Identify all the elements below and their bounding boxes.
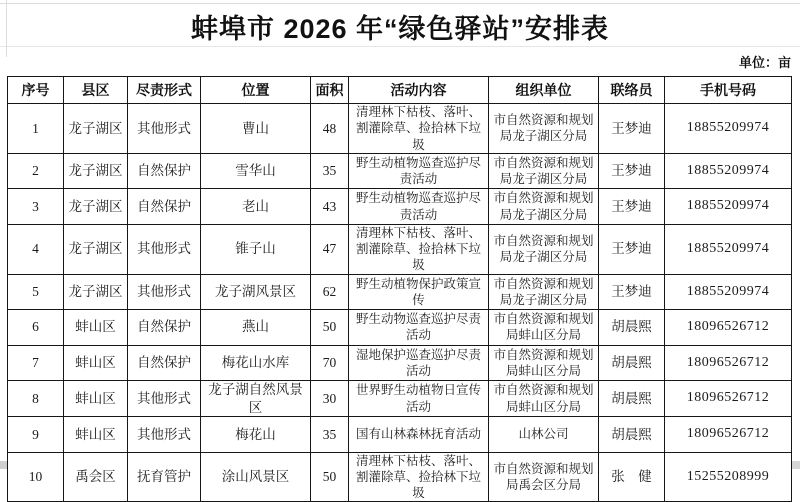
table-cell: 市自然资源和规划局蚌山区分局 [489,345,599,381]
table-cell: 62 [311,274,349,310]
table-cell: 清理林下枯枝、落叶、割灌除草、捡拾林下垃圾 [349,452,489,502]
table-cell: 龙子湖自然风景区 [201,381,311,417]
table-row [8,310,792,346]
table-cell: 18096526712 [665,417,792,453]
column-header: 面积 [311,77,349,104]
table-cell: 曹山 [201,104,311,154]
column-header: 位置 [201,77,311,104]
table-cell: 18096526712 [665,381,792,417]
table-cell: 7 [8,345,64,381]
table-row [8,452,792,502]
table-cell: 市自然资源和规划局龙子湖区分局 [489,189,599,225]
column-header: 联络员 [599,77,665,104]
table-cell: 5 [8,274,64,310]
table-cell: 10 [8,452,64,502]
table-cell: 锥子山 [201,224,311,274]
schedule-table [7,76,792,502]
table-cell: 张 健 [599,452,665,502]
table-cell: 龙子湖区 [64,224,128,274]
gridline-top [0,3,800,4]
table-cell: 4 [8,224,64,274]
table-cell: 蚌山区 [64,381,128,417]
table-cell: 其他形式 [128,274,201,310]
table-cell: 35 [311,417,349,453]
unit-note: 单位：亩 [738,55,791,70]
table-cell: 18855209974 [665,274,792,310]
table-cell: 18096526712 [665,310,792,346]
table-cell: 市自然资源和规划局龙子湖区分局 [489,224,599,274]
table-cell: 市自然资源和规划局蚌山区分局 [489,381,599,417]
table-cell: 野生动植物巡查巡护尽责活动 [349,189,489,225]
table-cell: 抚育管护 [128,452,201,502]
table-cell: 雪华山 [201,153,311,189]
table-cell: 30 [311,381,349,417]
table-cell: 涂山风景区 [201,452,311,502]
table-cell: 清理林下枯枝、落叶、割灌除草、捡拾林下垃圾 [349,104,489,154]
table-cell: 山林公司 [489,417,599,453]
table-cell: 老山 [201,189,311,225]
table-cell: 梅花山水库 [201,345,311,381]
table-cell: 市自然资源和规划局龙子湖区分局 [489,274,599,310]
table-cell: 市自然资源和规划局龙子湖区分局 [489,153,599,189]
table-cell: 市自然资源和规划局龙子湖区分局 [489,104,599,154]
table-cell: 野生动物巡查巡护尽责活动 [349,310,489,346]
table-cell: 18855209974 [665,104,792,154]
table-cell: 龙子湖区 [64,153,128,189]
table-cell: 蚌山区 [64,417,128,453]
table-cell: 43 [311,189,349,225]
table-cell: 胡晨熙 [599,345,665,381]
table-cell: 市自然资源和规划局禹会区分局 [489,452,599,502]
table-cell: 胡晨熙 [599,310,665,346]
table-cell: 王梦迪 [599,153,665,189]
table-cell: 蚌山区 [64,345,128,381]
table-cell: 王梦迪 [599,224,665,274]
table-cell: 湿地保护巡查巡护尽责活动 [349,345,489,381]
table-cell: 9 [8,417,64,453]
table-cell: 35 [311,153,349,189]
column-header: 县区 [64,77,128,104]
table-cell: 70 [311,345,349,381]
table-cell: 野生动植物保护政策宣传 [349,274,489,310]
table-body [8,104,792,502]
table-cell: 18855209974 [665,153,792,189]
table-cell: 48 [311,104,349,154]
table-cell: 47 [311,224,349,274]
table-cell: 国有山林森林抚育活动 [349,417,489,453]
table-cell: 龙子湖区 [64,104,128,154]
table-cell: 15255208999 [665,452,792,502]
table-cell: 2 [8,153,64,189]
table-cell: 自然保护 [128,189,201,225]
table-cell: 18855209974 [665,224,792,274]
column-header: 组织单位 [489,77,599,104]
table-cell: 胡晨熙 [599,381,665,417]
table-cell: 王梦迪 [599,104,665,154]
table-row [8,104,792,154]
header-row [8,77,792,104]
table-cell: 蚌山区 [64,310,128,346]
table-cell: 清理林下枯枝、落叶、割灌除草、捡拾林下垃圾 [349,224,489,274]
column-header: 活动内容 [349,77,489,104]
table-cell: 王梦迪 [599,189,665,225]
table-cell: 其他形式 [128,417,201,453]
table-cell: 自然保护 [128,310,201,346]
table-cell: 世界野生动植物日宣传活动 [349,381,489,417]
column-header: 手机号码 [665,77,792,104]
table-row [8,153,792,189]
table-cell: 龙子湖区 [64,274,128,310]
column-header: 序号 [8,77,64,104]
table-cell: 燕山 [201,310,311,346]
table-row [8,381,792,417]
table-cell: 18096526712 [665,345,792,381]
table-cell: 8 [8,381,64,417]
table-row [8,274,792,310]
table-cell: 市自然资源和规划局蚌山区分局 [489,310,599,346]
table-cell: 50 [311,452,349,502]
table-cell: 其他形式 [128,224,201,274]
table-cell: 梅花山 [201,417,311,453]
table-cell: 龙子湖风景区 [201,274,311,310]
table-row [8,224,792,274]
table-cell: 18855209974 [665,189,792,225]
table-cell: 1 [8,104,64,154]
page-title: 蚌埠市 2026 年“绿色驿站”安排表 [190,14,610,44]
table-cell: 50 [311,310,349,346]
table-cell: 其他形式 [128,381,201,417]
table-cell: 龙子湖区 [64,189,128,225]
table-cell: 6 [8,310,64,346]
gridline-middle [0,46,800,47]
table-cell: 禹会区 [64,452,128,502]
table-cell: 自然保护 [128,153,201,189]
table-cell: 王梦迪 [599,274,665,310]
table-row [8,189,792,225]
table-cell: 3 [8,189,64,225]
table-cell: 其他形式 [128,104,201,154]
table-cell: 野生动植物巡查巡护尽责活动 [349,153,489,189]
column-header: 尽责形式 [128,77,201,104]
table-row [8,417,792,453]
table-cell: 胡晨熙 [599,417,665,453]
table-cell: 自然保护 [128,345,201,381]
table-row [8,345,792,381]
